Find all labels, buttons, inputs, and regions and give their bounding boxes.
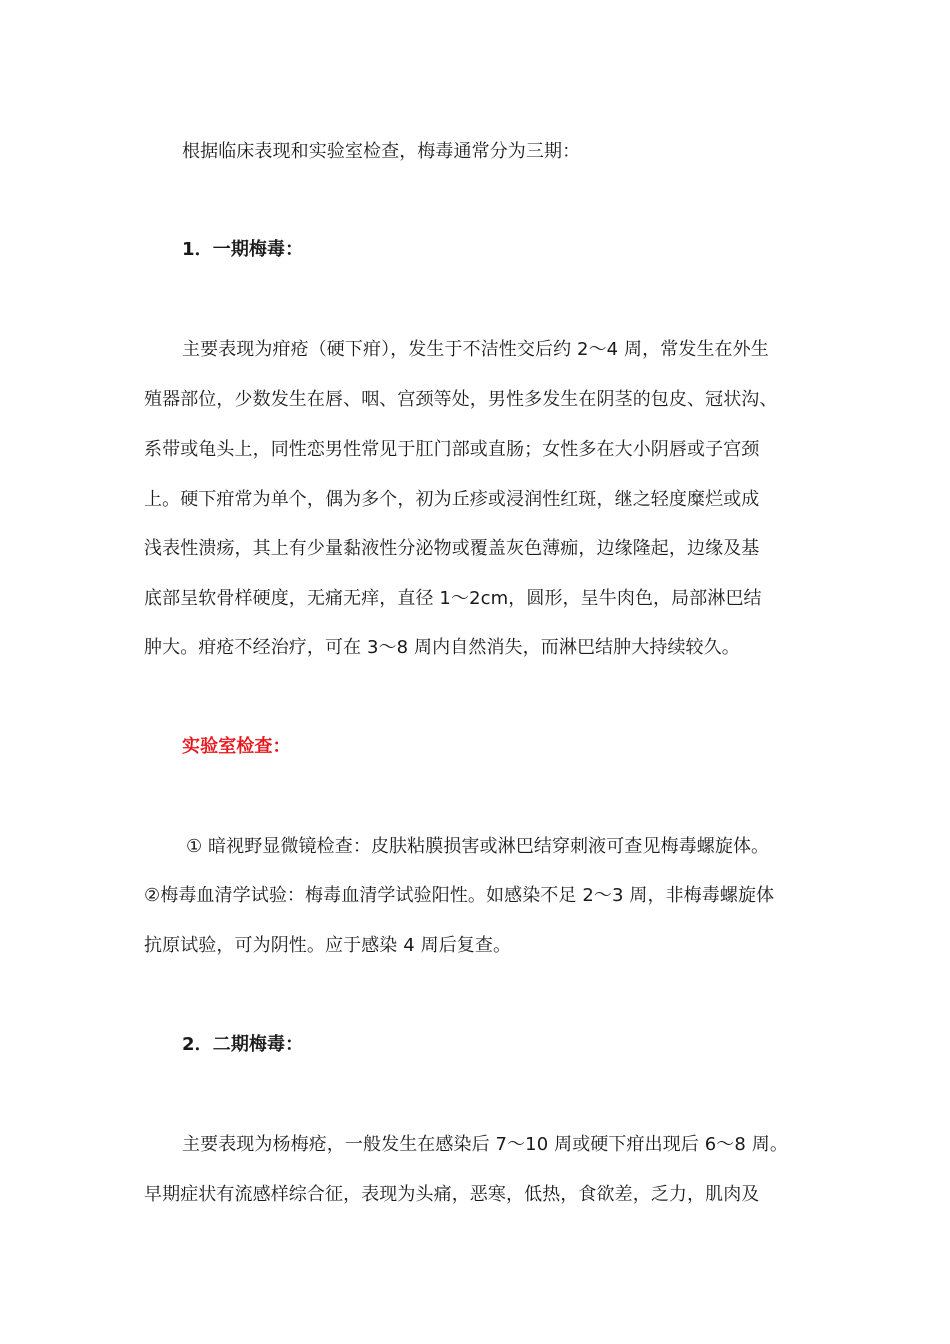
lab-line: ① 暗视野显微镜检查：皮肤粘膜损害或淋巴结穿刺液可查见梅毒螺旋体。 xyxy=(186,836,770,857)
lab-line: ②梅毒血清学试验：梅毒血清学试验阳性。如感染不足 2～3 周，非梅毒螺旋体 xyxy=(144,885,775,906)
section1-heading: 1．一期梅毒： xyxy=(182,239,304,260)
paragraph-line: 肿大。疳疮不经治疗，可在 3～8 周内自然消失，而淋巴结肿大持续较久。 xyxy=(144,637,740,658)
section2-heading: 2．二期梅毒： xyxy=(182,1034,304,1055)
lab-line: 抗原试验，可为阴性。应于感染 4 周后复查。 xyxy=(144,935,512,956)
intro-text: 根据临床表现和实验室检查，梅毒通常分为三期： xyxy=(182,141,581,162)
paragraph-line: 系带或龟头上，同性恋男性常见于肛门部或直肠；女性多在大小阴唇或子宫颈 xyxy=(144,439,760,460)
paragraph-line: 浅表性溃疡，其上有少量黏液性分泌物或覆盖灰色薄痂，边缘隆起，边缘及基 xyxy=(144,538,760,559)
paragraph-line: 上。硬下疳常为单个，偶为多个，初为丘疹或浸润性红斑，继之轻度糜烂或成 xyxy=(144,489,760,510)
paragraph-line: 主要表现为疳疮（硬下疳），发生于不洁性交后约 2～4 周，常发生在外生 xyxy=(182,339,769,360)
paragraph-line: 早期症状有流感样综合征，表现为头痛，恶寒，低热，食欲差，乏力，肌肉及 xyxy=(144,1184,760,1205)
lab-exam-heading: 实验室检查： xyxy=(182,736,291,757)
paragraph-line: 底部呈软骨样硬度，无痛无痒，直径 1～2cm，圆形，呈牛肉色，局部淋巴结 xyxy=(144,588,762,609)
paragraph-line: 殖器部位，少数发生在唇、咽、宫颈等处，男性多发生在阴茎的包皮、冠状沟、 xyxy=(144,389,778,410)
paragraph-line: 主要表现为杨梅疮，一般发生在感染后 7～10 周或硬下疳出现后 6～8 周。 xyxy=(182,1134,788,1155)
